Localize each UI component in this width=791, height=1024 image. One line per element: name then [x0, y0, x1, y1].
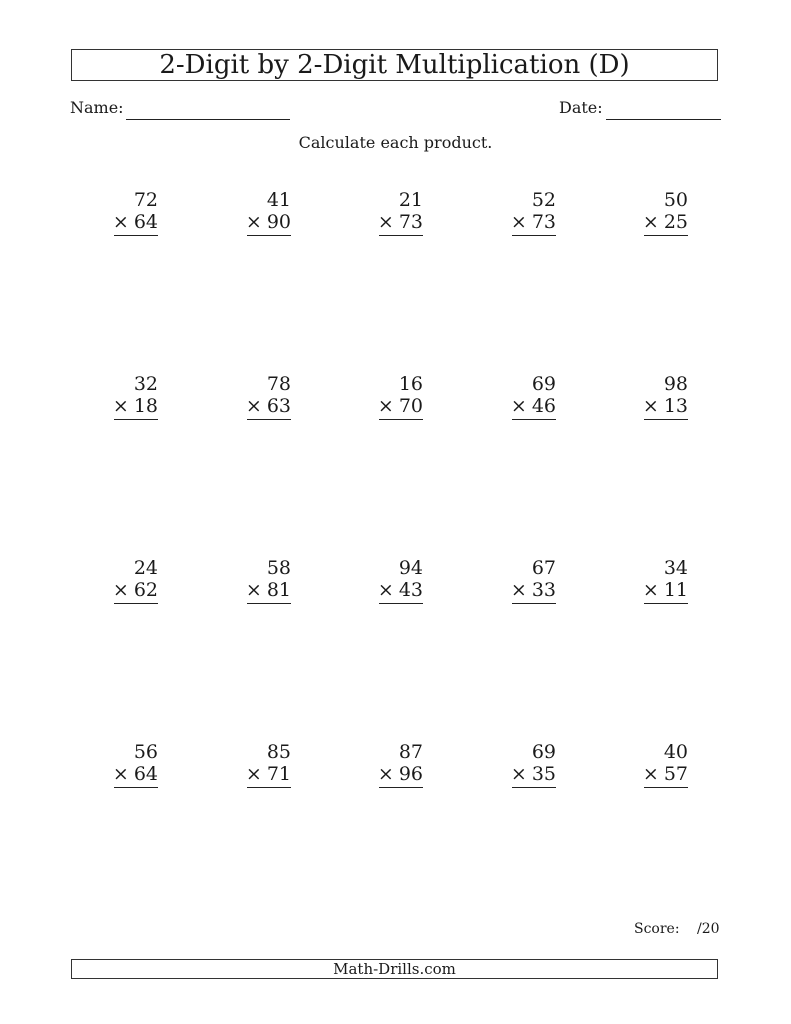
multiply-sign: ×	[642, 211, 659, 233]
multiplier-line	[378, 763, 423, 785]
multiplicand: 40	[663, 741, 688, 763]
answer-line	[247, 603, 291, 604]
problem-17	[211, 741, 291, 789]
multiplier: 35	[531, 763, 556, 785]
multiplier: 64	[133, 211, 158, 233]
date-label: Date:	[559, 98, 603, 117]
multiplier: 33	[531, 579, 556, 601]
multiply-sign: ×	[377, 763, 394, 785]
multiplicand: 32	[133, 373, 158, 395]
multiplier: 57	[663, 763, 688, 785]
multiplier: 81	[266, 579, 291, 601]
multiplier-line	[511, 395, 556, 417]
multiply-sign: ×	[112, 763, 129, 785]
multiply-sign: ×	[245, 211, 262, 233]
multiplicand: 98	[663, 373, 688, 395]
multiply-sign: ×	[112, 211, 129, 233]
answer-line	[379, 419, 423, 420]
answer-line	[512, 603, 556, 604]
answer-line	[379, 603, 423, 604]
multiplier: 90	[266, 211, 291, 233]
multiplier-line	[511, 763, 556, 785]
problem-11	[78, 557, 158, 605]
multiplier-line	[246, 211, 291, 233]
multiplicand: 69	[531, 373, 556, 395]
multiplicand: 78	[266, 373, 291, 395]
answer-line	[644, 235, 688, 236]
problem-19	[476, 741, 556, 789]
multiplier: 25	[663, 211, 688, 233]
multiply-sign: ×	[510, 395, 527, 417]
multiplier: 13	[663, 395, 688, 417]
score-total: /20	[697, 921, 720, 937]
date-field-line	[606, 119, 721, 120]
multiplicand: 94	[398, 557, 423, 579]
answer-line	[114, 603, 158, 604]
problem-15	[608, 557, 688, 605]
problem-20	[608, 741, 688, 789]
footer	[71, 959, 718, 979]
multiplicand: 24	[133, 557, 158, 579]
multiplier-line	[511, 579, 556, 601]
multiplier-line	[246, 395, 291, 417]
multiply-sign: ×	[510, 211, 527, 233]
problem-4	[476, 189, 556, 237]
multiply-sign: ×	[510, 579, 527, 601]
answer-line	[644, 603, 688, 604]
answer-line	[644, 787, 688, 788]
multiplier-line	[643, 211, 688, 233]
problem-12	[211, 557, 291, 605]
multiplier: 64	[133, 763, 158, 785]
multiplier-line	[643, 763, 688, 785]
answer-line	[644, 419, 688, 420]
problem-14	[476, 557, 556, 605]
multiply-sign: ×	[377, 395, 394, 417]
multiplier-line	[378, 211, 423, 233]
multiplier: 71	[266, 763, 291, 785]
answer-line	[512, 419, 556, 420]
multiplier-line	[113, 763, 158, 785]
multiplicand: 69	[531, 741, 556, 763]
multiplier-line	[643, 395, 688, 417]
multiplicand: 34	[663, 557, 688, 579]
multiply-sign: ×	[642, 395, 659, 417]
multiplier: 70	[398, 395, 423, 417]
answer-line	[114, 419, 158, 420]
multiplicand: 41	[266, 189, 291, 211]
multiplicand: 85	[266, 741, 291, 763]
footer-text: Math-Drills.com	[333, 960, 456, 978]
answer-line	[247, 787, 291, 788]
answer-line	[114, 235, 158, 236]
score-label: Score:	[634, 921, 680, 937]
multiplier-line	[378, 579, 423, 601]
multiplier: 11	[663, 579, 688, 601]
problem-1	[78, 189, 158, 237]
multiply-sign: ×	[245, 763, 262, 785]
multiplier: 18	[133, 395, 158, 417]
multiplier-line	[113, 395, 158, 417]
multiplicand: 72	[133, 189, 158, 211]
multiply-sign: ×	[245, 395, 262, 417]
answer-line	[512, 787, 556, 788]
problem-3	[343, 189, 423, 237]
multiplier-line	[246, 579, 291, 601]
multiplier: 96	[398, 763, 423, 785]
multiplicand: 16	[398, 373, 423, 395]
worksheet-title	[71, 49, 718, 81]
multiplier-line	[511, 211, 556, 233]
multiplier: 62	[133, 579, 158, 601]
answer-line	[379, 787, 423, 788]
problem-2	[211, 189, 291, 237]
problem-7	[211, 373, 291, 421]
multiply-sign: ×	[377, 211, 394, 233]
multiply-sign: ×	[510, 763, 527, 785]
multiplier: 46	[531, 395, 556, 417]
problem-18	[343, 741, 423, 789]
problem-6	[78, 373, 158, 421]
multiplier: 63	[266, 395, 291, 417]
problem-5	[608, 189, 688, 237]
multiply-sign: ×	[642, 579, 659, 601]
answer-line	[247, 235, 291, 236]
multiplicand: 87	[398, 741, 423, 763]
multiplier: 73	[531, 211, 556, 233]
multiplier-line	[113, 211, 158, 233]
problem-10	[608, 373, 688, 421]
multiplier: 73	[398, 211, 423, 233]
answer-line	[379, 235, 423, 236]
problem-9	[476, 373, 556, 421]
multiply-sign: ×	[112, 579, 129, 601]
multiply-sign: ×	[245, 579, 262, 601]
multiplier-line	[378, 395, 423, 417]
multiplier-line	[643, 579, 688, 601]
multiplicand: 52	[531, 189, 556, 211]
multiply-sign: ×	[642, 763, 659, 785]
answer-line	[247, 419, 291, 420]
answer-line	[114, 787, 158, 788]
multiplicand: 67	[531, 557, 556, 579]
multiply-sign: ×	[112, 395, 129, 417]
multiplier: 43	[398, 579, 423, 601]
name-label: Name:	[70, 98, 124, 117]
multiply-sign: ×	[377, 579, 394, 601]
instructions: Calculate each product.	[298, 133, 493, 152]
multiplicand: 58	[266, 557, 291, 579]
problem-13	[343, 557, 423, 605]
answer-line	[512, 235, 556, 236]
multiplier-line	[113, 579, 158, 601]
problem-8	[343, 373, 423, 421]
multiplicand: 21	[398, 189, 423, 211]
multiplicand: 50	[663, 189, 688, 211]
problem-16	[78, 741, 158, 789]
worksheet-title-text: 2-Digit by 2-Digit Multiplication (D)	[159, 50, 630, 80]
name-field-line	[126, 119, 290, 120]
multiplicand: 56	[133, 741, 158, 763]
multiplier-line	[246, 763, 291, 785]
